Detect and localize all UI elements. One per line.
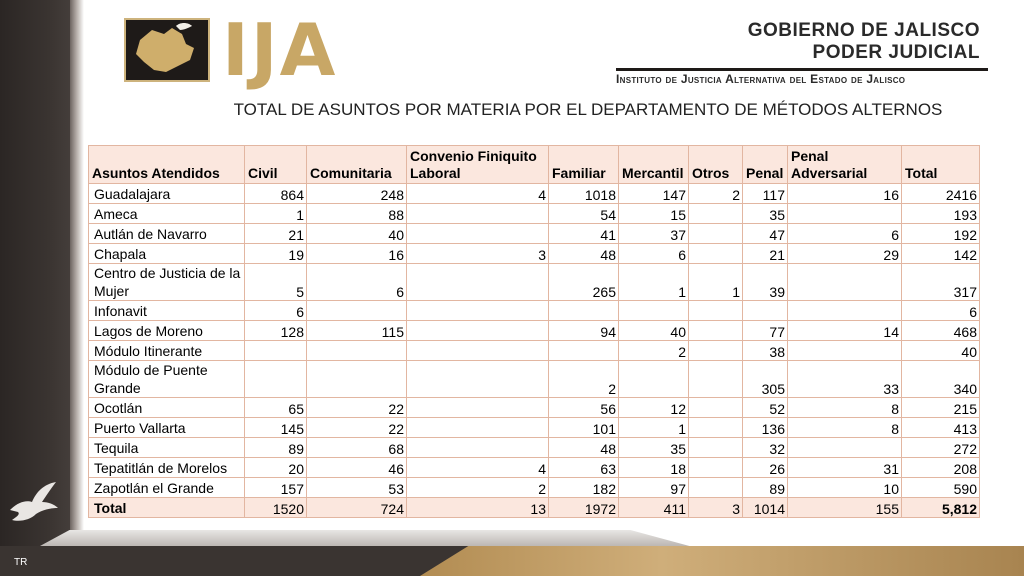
table-cell: 340: [902, 361, 980, 398]
table-cell: 41: [549, 224, 619, 244]
table-cell: 48: [549, 438, 619, 458]
table-cell: 94: [549, 321, 619, 341]
table-cell: 77: [743, 321, 788, 341]
table-cell: 724: [307, 498, 407, 518]
left-band-highlight: [70, 0, 84, 576]
table-row: [89, 341, 980, 361]
table-cell: 5,812: [902, 498, 980, 518]
table-cell: 147: [619, 184, 689, 204]
table-cell: 2: [689, 184, 743, 204]
table-cell: 3: [689, 498, 743, 518]
table-cell: 208: [902, 458, 980, 478]
row-label-cell: Total: [89, 498, 245, 518]
row-label-cell: Tequila: [89, 438, 245, 458]
table-cell: 1520: [245, 498, 307, 518]
table-cell: 15: [619, 204, 689, 224]
table-cell: [407, 264, 549, 301]
table-cell: [788, 438, 902, 458]
table-row: [89, 438, 980, 458]
table-cell: 16: [788, 184, 902, 204]
table-cell: 6: [245, 301, 307, 321]
table-cell: 56: [549, 398, 619, 418]
page-title: TOTAL DE ASUNTOS POR MATERIA POR EL DEPARTAMENTO DE MÉTODOS ALTERNOS: [233, 100, 943, 119]
table-total-row: [89, 498, 980, 518]
table-cell: 155: [788, 498, 902, 518]
table-cell: 317: [902, 264, 980, 301]
column-header: Convenio Finiquito Laboral: [407, 146, 549, 184]
table-cell: [689, 301, 743, 321]
table-cell: 88: [307, 204, 407, 224]
row-label-cell: Ameca: [89, 204, 245, 224]
table-cell: [245, 361, 307, 398]
column-header: Otros: [689, 146, 743, 184]
table-cell: 35: [619, 438, 689, 458]
header-rule: [616, 68, 988, 71]
row-label-cell: Guadalajara: [89, 184, 245, 204]
table-cell: [549, 301, 619, 321]
row-label-cell: Lagos de Moreno: [89, 321, 245, 341]
table-cell: 39: [743, 264, 788, 301]
table-cell: 46: [307, 458, 407, 478]
table-cell: [407, 438, 549, 458]
table-cell: 6: [619, 244, 689, 264]
table-cell: [689, 418, 743, 438]
row-label-cell: Módulo Itinerante: [89, 341, 245, 361]
table-cell: 1972: [549, 498, 619, 518]
table-cell: [407, 418, 549, 438]
row-label-cell: Módulo de Puente Grande: [89, 361, 245, 398]
table-cell: 128: [245, 321, 307, 341]
table-cell: 97: [619, 478, 689, 498]
table-cell: 4: [407, 184, 549, 204]
table-cell: 14: [788, 321, 902, 341]
table-cell: 192: [902, 224, 980, 244]
table-cell: 1: [245, 204, 307, 224]
table-cell: 413: [902, 418, 980, 438]
row-label-cell: Infonavit: [89, 301, 245, 321]
map-emblem-icon: [126, 20, 208, 80]
column-header: Familiar: [549, 146, 619, 184]
dove-icon: [6, 480, 60, 524]
table-cell: 2: [407, 478, 549, 498]
table-cell: [689, 204, 743, 224]
table-cell: 54: [549, 204, 619, 224]
jalisco-map-logo: [124, 18, 210, 82]
table-cell: 305: [743, 361, 788, 398]
table-cell: 145: [245, 418, 307, 438]
table-cell: [689, 244, 743, 264]
table-cell: 248: [307, 184, 407, 204]
table-cell: [788, 341, 902, 361]
table-cell: 193: [902, 204, 980, 224]
table-cell: [407, 204, 549, 224]
column-header: Mercantil: [619, 146, 689, 184]
table-row: [89, 184, 980, 204]
table-row: [89, 264, 980, 301]
table-cell: 20: [245, 458, 307, 478]
table-cell: 182: [549, 478, 619, 498]
table-cell: [689, 341, 743, 361]
table-cell: 31: [788, 458, 902, 478]
table-cell: [307, 341, 407, 361]
footer-tag: TR: [14, 557, 28, 568]
table-cell: 29: [788, 244, 902, 264]
table-row: [89, 478, 980, 498]
table-cell: 40: [902, 341, 980, 361]
table-row: [89, 361, 980, 398]
table-cell: 1014: [743, 498, 788, 518]
table-cell: 19: [245, 244, 307, 264]
table-cell: 21: [743, 244, 788, 264]
table-cell: 47: [743, 224, 788, 244]
table-cell: 22: [307, 418, 407, 438]
table-cell: 22: [307, 398, 407, 418]
table-cell: 53: [307, 478, 407, 498]
column-header: Penal Adversarial: [788, 146, 902, 184]
table-cell: 272: [902, 438, 980, 458]
table-cell: 215: [902, 398, 980, 418]
table-cell: [407, 321, 549, 341]
table-row: [89, 204, 980, 224]
table-cell: 6: [902, 301, 980, 321]
table-cell: 1: [619, 264, 689, 301]
table-row: [89, 321, 980, 341]
table-cell: 117: [743, 184, 788, 204]
table-cell: [689, 224, 743, 244]
row-label-cell: Ocotlán: [89, 398, 245, 418]
table-cell: 2416: [902, 184, 980, 204]
column-header: Total: [902, 146, 980, 184]
table-cell: [307, 361, 407, 398]
table-cell: 65: [245, 398, 307, 418]
table-cell: 5: [245, 264, 307, 301]
table-cell: 136: [743, 418, 788, 438]
table-cell: 1: [689, 264, 743, 301]
table-cell: 21: [245, 224, 307, 244]
table-row: [89, 244, 980, 264]
table-cell: 89: [743, 478, 788, 498]
table-cell: 16: [307, 244, 407, 264]
table-cell: [619, 361, 689, 398]
table-cell: 63: [549, 458, 619, 478]
table-cell: 8: [788, 398, 902, 418]
table-cell: 265: [549, 264, 619, 301]
table-cell: 6: [307, 264, 407, 301]
table-cell: 4: [407, 458, 549, 478]
table-cell: 101: [549, 418, 619, 438]
table-cell: 68: [307, 438, 407, 458]
table-cell: [743, 301, 788, 321]
table-cell: 8: [788, 418, 902, 438]
table-cell: 590: [902, 478, 980, 498]
row-label-cell: Zapotlán el Grande: [89, 478, 245, 498]
table-cell: 6: [788, 224, 902, 244]
table-cell: 32: [743, 438, 788, 458]
table-cell: 12: [619, 398, 689, 418]
table-cell: 26: [743, 458, 788, 478]
asuntos-table: [88, 145, 980, 518]
table-cell: [788, 204, 902, 224]
table-cell: 13: [407, 498, 549, 518]
table-row: [89, 301, 980, 321]
table-cell: [407, 341, 549, 361]
table-cell: [549, 341, 619, 361]
table-cell: 1: [619, 418, 689, 438]
bottom-gold-bar: [420, 546, 1024, 576]
table-cell: 38: [743, 341, 788, 361]
table-cell: 411: [619, 498, 689, 518]
table-cell: 3: [407, 244, 549, 264]
table-cell: 52: [743, 398, 788, 418]
column-header: Civil: [245, 146, 307, 184]
table-cell: [407, 398, 549, 418]
row-label-cell: Chapala: [89, 244, 245, 264]
column-header: Penal: [743, 146, 788, 184]
table-cell: 1018: [549, 184, 619, 204]
table-cell: 864: [245, 184, 307, 204]
table-cell: 37: [619, 224, 689, 244]
table-cell: [407, 361, 549, 398]
row-label-cell: Centro de Justicia de la Mujer: [89, 264, 245, 301]
table-cell: 10: [788, 478, 902, 498]
table-cell: 115: [307, 321, 407, 341]
gov-line-2: PODER JUDICIAL: [812, 42, 980, 63]
table-cell: [689, 321, 743, 341]
gov-line-1: GOBIERNO DE JALISCO: [747, 20, 980, 41]
table-cell: [307, 301, 407, 321]
table-cell: [407, 301, 549, 321]
table-cell: [689, 478, 743, 498]
table-cell: [619, 301, 689, 321]
table-cell: 89: [245, 438, 307, 458]
table-cell: [689, 398, 743, 418]
table-header-row: [89, 146, 980, 184]
table-cell: 40: [307, 224, 407, 244]
table-cell: 2: [619, 341, 689, 361]
table-cell: 35: [743, 204, 788, 224]
row-label-cell: Tepatitlán de Morelos: [89, 458, 245, 478]
table-cell: [788, 264, 902, 301]
row-label-cell: Puerto Vallarta: [89, 418, 245, 438]
row-label-cell: Autlán de Navarro: [89, 224, 245, 244]
table-row: [89, 224, 980, 244]
table-cell: 142: [902, 244, 980, 264]
table-row: [89, 458, 980, 478]
table-row: [89, 398, 980, 418]
table-cell: 40: [619, 321, 689, 341]
table-cell: [689, 458, 743, 478]
bottom-gray-stripe: [40, 530, 1024, 546]
table-cell: 18: [619, 458, 689, 478]
column-header: Asuntos Atendidos: [89, 146, 245, 184]
institute-name: Instituto de Justicia Alternativa del Estado de Jalisco: [616, 72, 906, 86]
table-cell: 33: [788, 361, 902, 398]
column-header: Comunitaria: [307, 146, 407, 184]
table-cell: [407, 224, 549, 244]
table-row: [89, 418, 980, 438]
ija-logo-text: IJA: [222, 8, 338, 92]
table-cell: [245, 341, 307, 361]
table-cell: 48: [549, 244, 619, 264]
table-cell: [689, 438, 743, 458]
table-cell: 468: [902, 321, 980, 341]
table-cell: 157: [245, 478, 307, 498]
table-cell: [788, 301, 902, 321]
table-cell: 2: [549, 361, 619, 398]
table-cell: [689, 361, 743, 398]
